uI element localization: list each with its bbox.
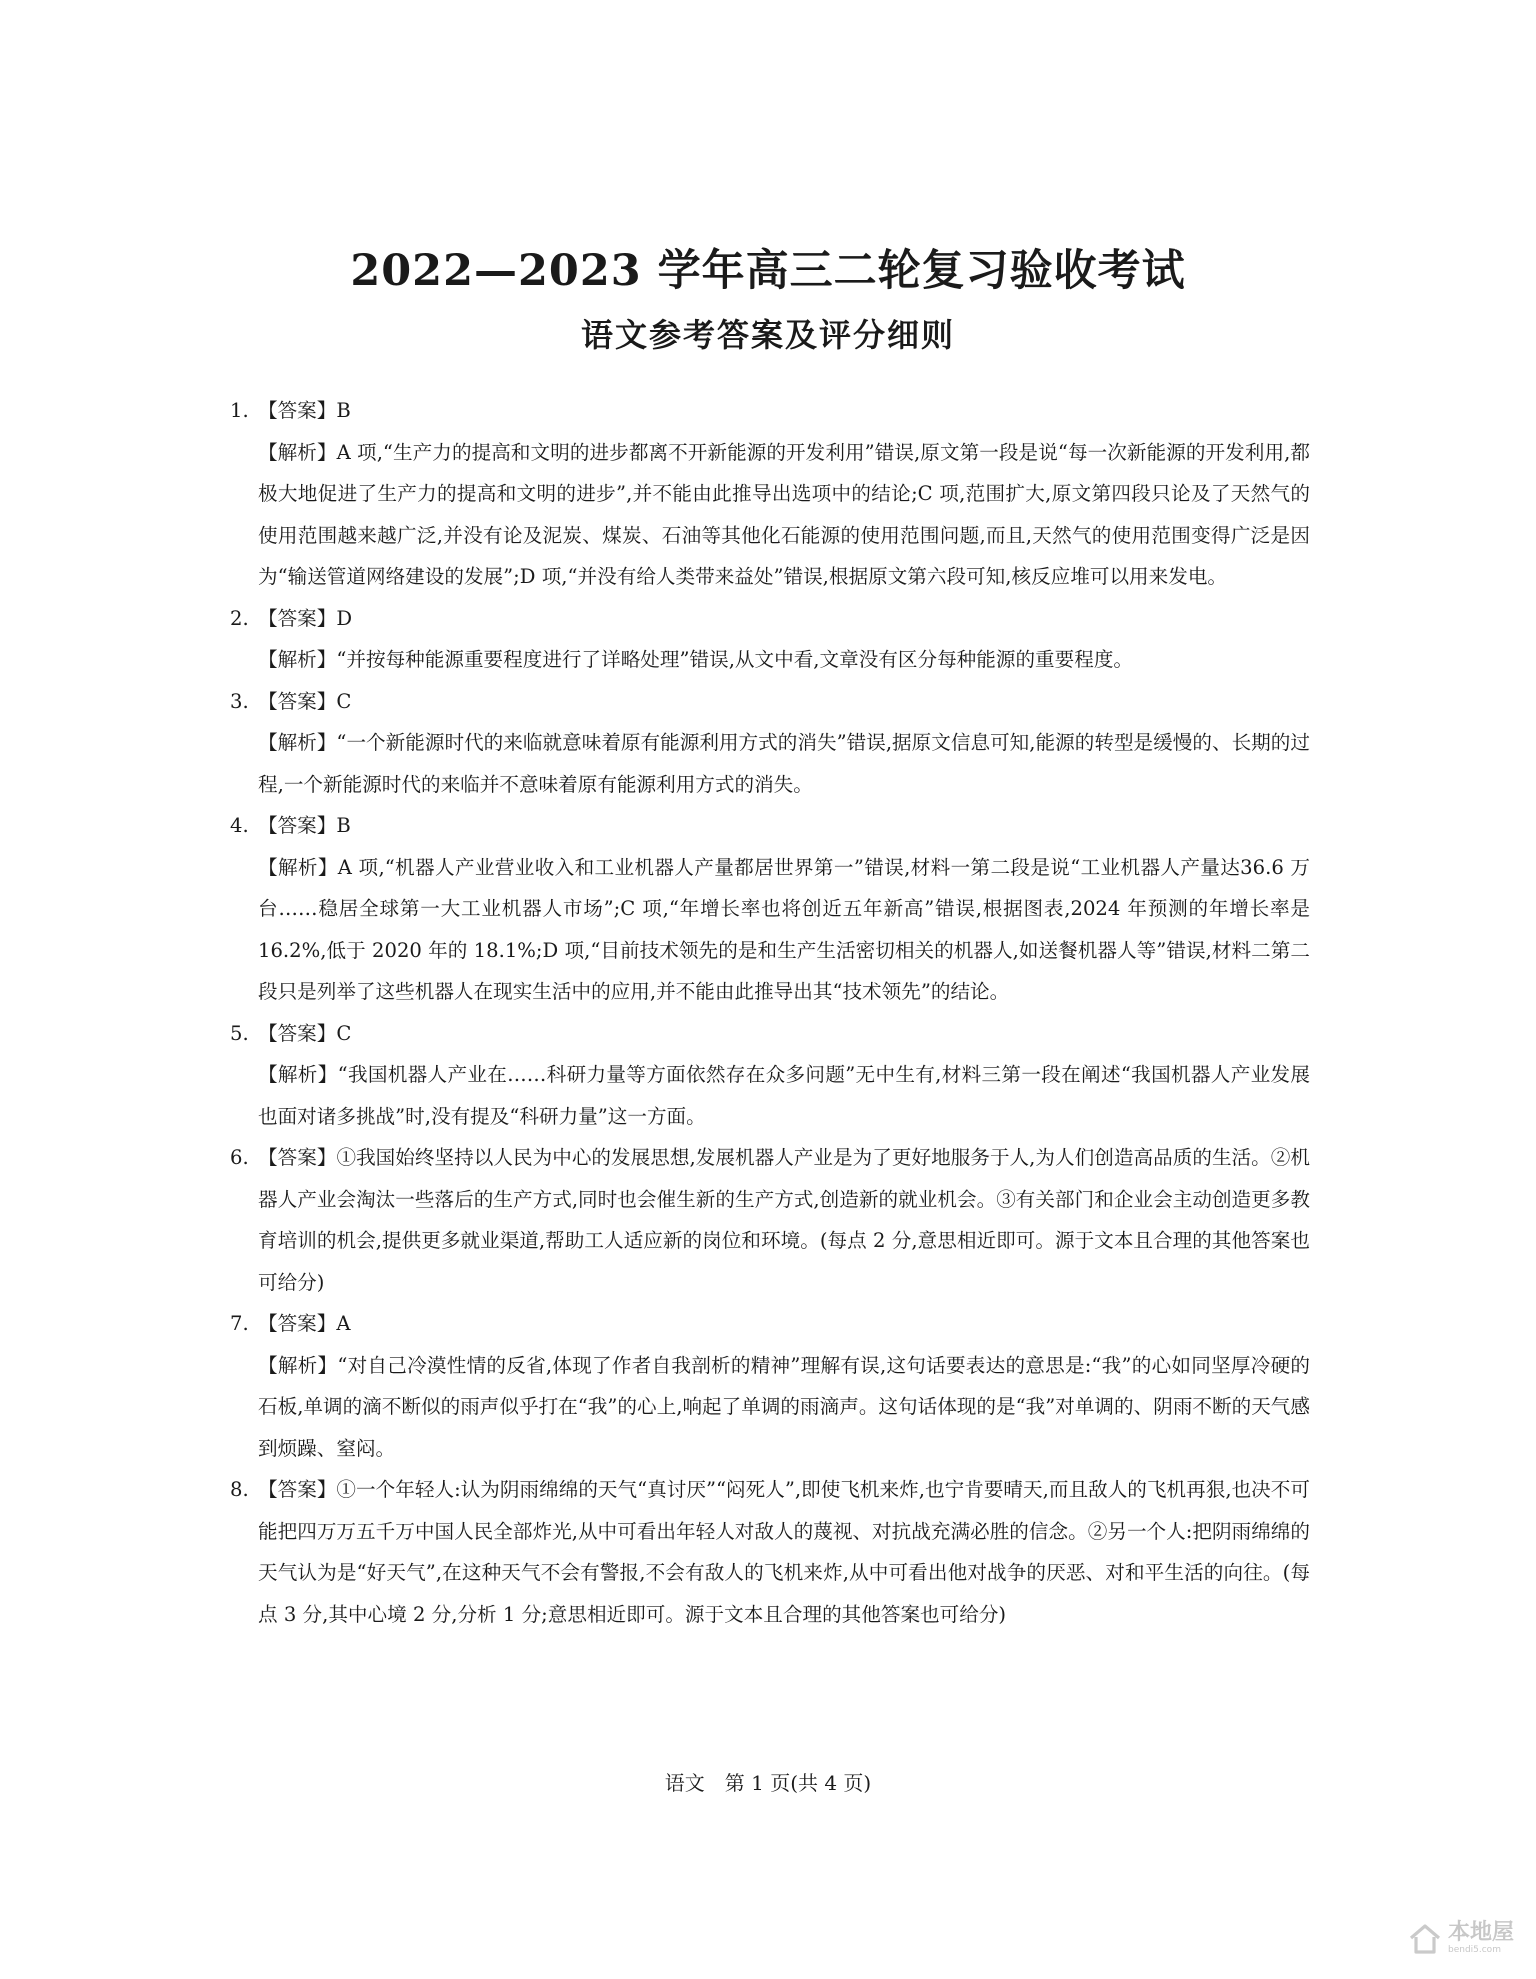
list-item	[230, 1303, 1310, 1469]
list-item	[230, 1013, 1310, 1138]
analysis-text: 【解析】A 项,“生产力的提高和文明的进步都离不开新能源的开发利用”错误,原文第一段是说“每一次新能源的开发利用,都极大地促进了生产力的提高和文明的进步”,并不能由此推导出选项中的结论;C 项,范围扩大,原文第四段只论及了天然气的使用范围越来越广泛,并没有论及泥炭、煤炭、石油等其他化石能源的使用范围问题,而且,天然气的使用范围变得广泛是因为“输送管道网络建设的发展”;D 项,“并没有给人类带来益处”错误,根据原文第六段可知,核反应堆可以用来发电。	[258, 440, 1310, 588]
list-item	[230, 805, 1310, 1013]
analysis-text: 【解析】A 项,“机器人产业营业收入和工业机器人产量都居世界第一”错误,材料一第二段是说“工业机器人产量达36.6 万台……稳居全球第一大工业机器人市场”;C 项,“年增长率也将创近五年新高”错误,根据图表,2024 年预测的年增长率是 16.2%,低于 2020 年的 18.1%;D 项,“目前技术领先的是和生产生活密切相关的机器人,如送餐机器人等”错误,材料二第二段只是列举了这些机器人在现实生活中的应用,并不能由此推导出其“技术领先”的结论。	[258, 855, 1310, 1003]
answer-text: 【答案】A	[258, 1312, 351, 1335]
item-number: 4.	[230, 814, 249, 837]
answer-line	[230, 1137, 1310, 1303]
list-item	[230, 681, 1310, 806]
item-number: 7.	[230, 1312, 249, 1335]
answer-line	[230, 681, 1310, 723]
list-item	[230, 390, 1310, 598]
list-item	[230, 598, 1310, 681]
item-number: 3.	[230, 689, 249, 713]
item-number: 6.	[230, 1146, 249, 1169]
answer-text: 【答案】B	[258, 399, 351, 422]
answer-line	[230, 598, 1310, 640]
page-subtitle: 语文参考答案及评分细则	[580, 316, 955, 354]
watermark	[1408, 1922, 1514, 1955]
list-item	[230, 1137, 1310, 1303]
answer-line	[230, 1303, 1310, 1345]
house-logo-icon	[1408, 1923, 1442, 1955]
answer-text: 【答案】①一个年轻人:认为阴雨绵绵的天气“真讨厌”“闷死人”,即使飞机来炸,也宁肯要晴天,而且敌人的飞机再狠,也决不可能把四万万五千万中国人民全部炸光,从中可看出年轻人对敌人的蔑视、对抗战充满必胜的信念。②另一个人:把阴雨绵绵的天气认为是“好天气”,在这种天气不会有警报,不会有敌人的飞机来炸,从中可看出他对战争的厌恶、对和平生活的向往。(每点 3 分,其中心境 2 分,分析 1 分;意思相近即可。源于文本且合理的其他答案也可给分)	[258, 1478, 1310, 1626]
answer-line	[230, 1013, 1310, 1055]
answer-line	[230, 1469, 1310, 1635]
analysis-text: 【解析】“我国机器人产业在……科研力量等方面依然存在众多问题”无中生有,材料三第一段在阐述“我国机器人产业发展也面对诸多挑战”时,没有提及“科研力量”这一方面。	[258, 1063, 1310, 1128]
list-item	[230, 1469, 1310, 1635]
answer-line	[230, 390, 1310, 432]
answer-text: 【答案】D	[258, 606, 353, 630]
item-number: 5.	[230, 1021, 249, 1045]
analysis-text: 【解析】“并按每种能源重要程度进行了详略处理”错误,从文中看,文章没有区分每种能源的重要程度。	[258, 648, 1134, 671]
answer-line	[230, 805, 1310, 847]
answer-text: 【答案】C	[258, 1021, 352, 1045]
page-footer: 语文 第 1 页(共 4 页)	[664, 1771, 872, 1795]
watermark-url: bendi5.com	[1447, 1945, 1501, 1955]
answer-text: 【答案】①我国始终坚持以人民为中心的发展思想,发展机器人产业是为了更好地服务于人,为人们创造高品质的生活。②机器人产业会淘汰一些落后的生产方式,同时也会催生新的生产方式,创造新的就业机会。③有关部门和企业会主动创造更多教育培训的机会,提供更多就业渠道,帮助工人适应新的岗位和环境。(每点 2 分,意思相近即可。源于文本且合理的其他答案也可给分)	[258, 1146, 1310, 1294]
item-number: 2.	[230, 606, 249, 630]
answer-text: 【答案】C	[258, 689, 352, 713]
answer-text: 【答案】B	[258, 814, 351, 837]
answer-list	[230, 390, 1310, 1635]
item-number: 8.	[230, 1478, 249, 1501]
watermark-text: 本地屋	[1447, 1920, 1514, 1945]
watermark-text-group	[1448, 1922, 1514, 1955]
item-number: 1.	[230, 399, 249, 422]
analysis-text: 【解析】“一个新能源时代的来临就意味着原有能源利用方式的消失”错误,据原文信息可知,能源的转型是缓慢的、长期的过程,一个新能源时代的来临并不意味着原有能源利用方式的消失。	[258, 731, 1310, 796]
analysis-text: 【解析】“对自己冷漠性情的反省,体现了作者自我剖析的精神”理解有误,这句话要表达的意思是:“我”的心如同坚厚冷硬的石板,单调的滴不断似的雨声似乎打在“我”的心上,响起了单调的雨滴声。这句话体现的是“我”对单调的、阴雨不断的天气感到烦躁、窒闷。	[258, 1353, 1310, 1460]
page-title: 2022—2023 学年高三二轮复习验收考试	[350, 246, 1186, 296]
